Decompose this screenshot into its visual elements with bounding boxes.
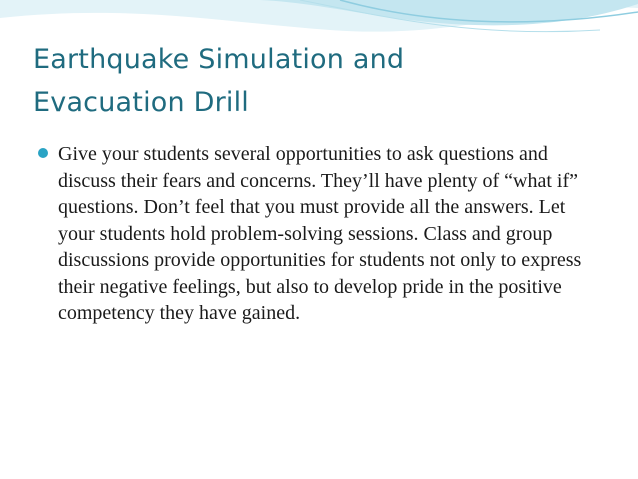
slide-title-line-1: Earthquake Simulation and xyxy=(33,44,405,75)
slide-title-line-2: Evacuation Drill xyxy=(33,87,249,118)
slide-title xyxy=(33,38,593,124)
bullet-dot-icon xyxy=(38,148,48,158)
slide-content xyxy=(36,141,606,327)
bullet-item xyxy=(36,141,606,327)
bullet-text: Give your students several opportunities to ask questions and discuss their fears and concerns. They’ll have plenty of “what if” questions. Don’t feel that you must provide all the answers. Let your students hold problem-solving sessions. Class and group discussions provide opportunities for students not only to express their negative feelings, but also to develop pride in the positive competency they have gained. xyxy=(58,143,582,324)
